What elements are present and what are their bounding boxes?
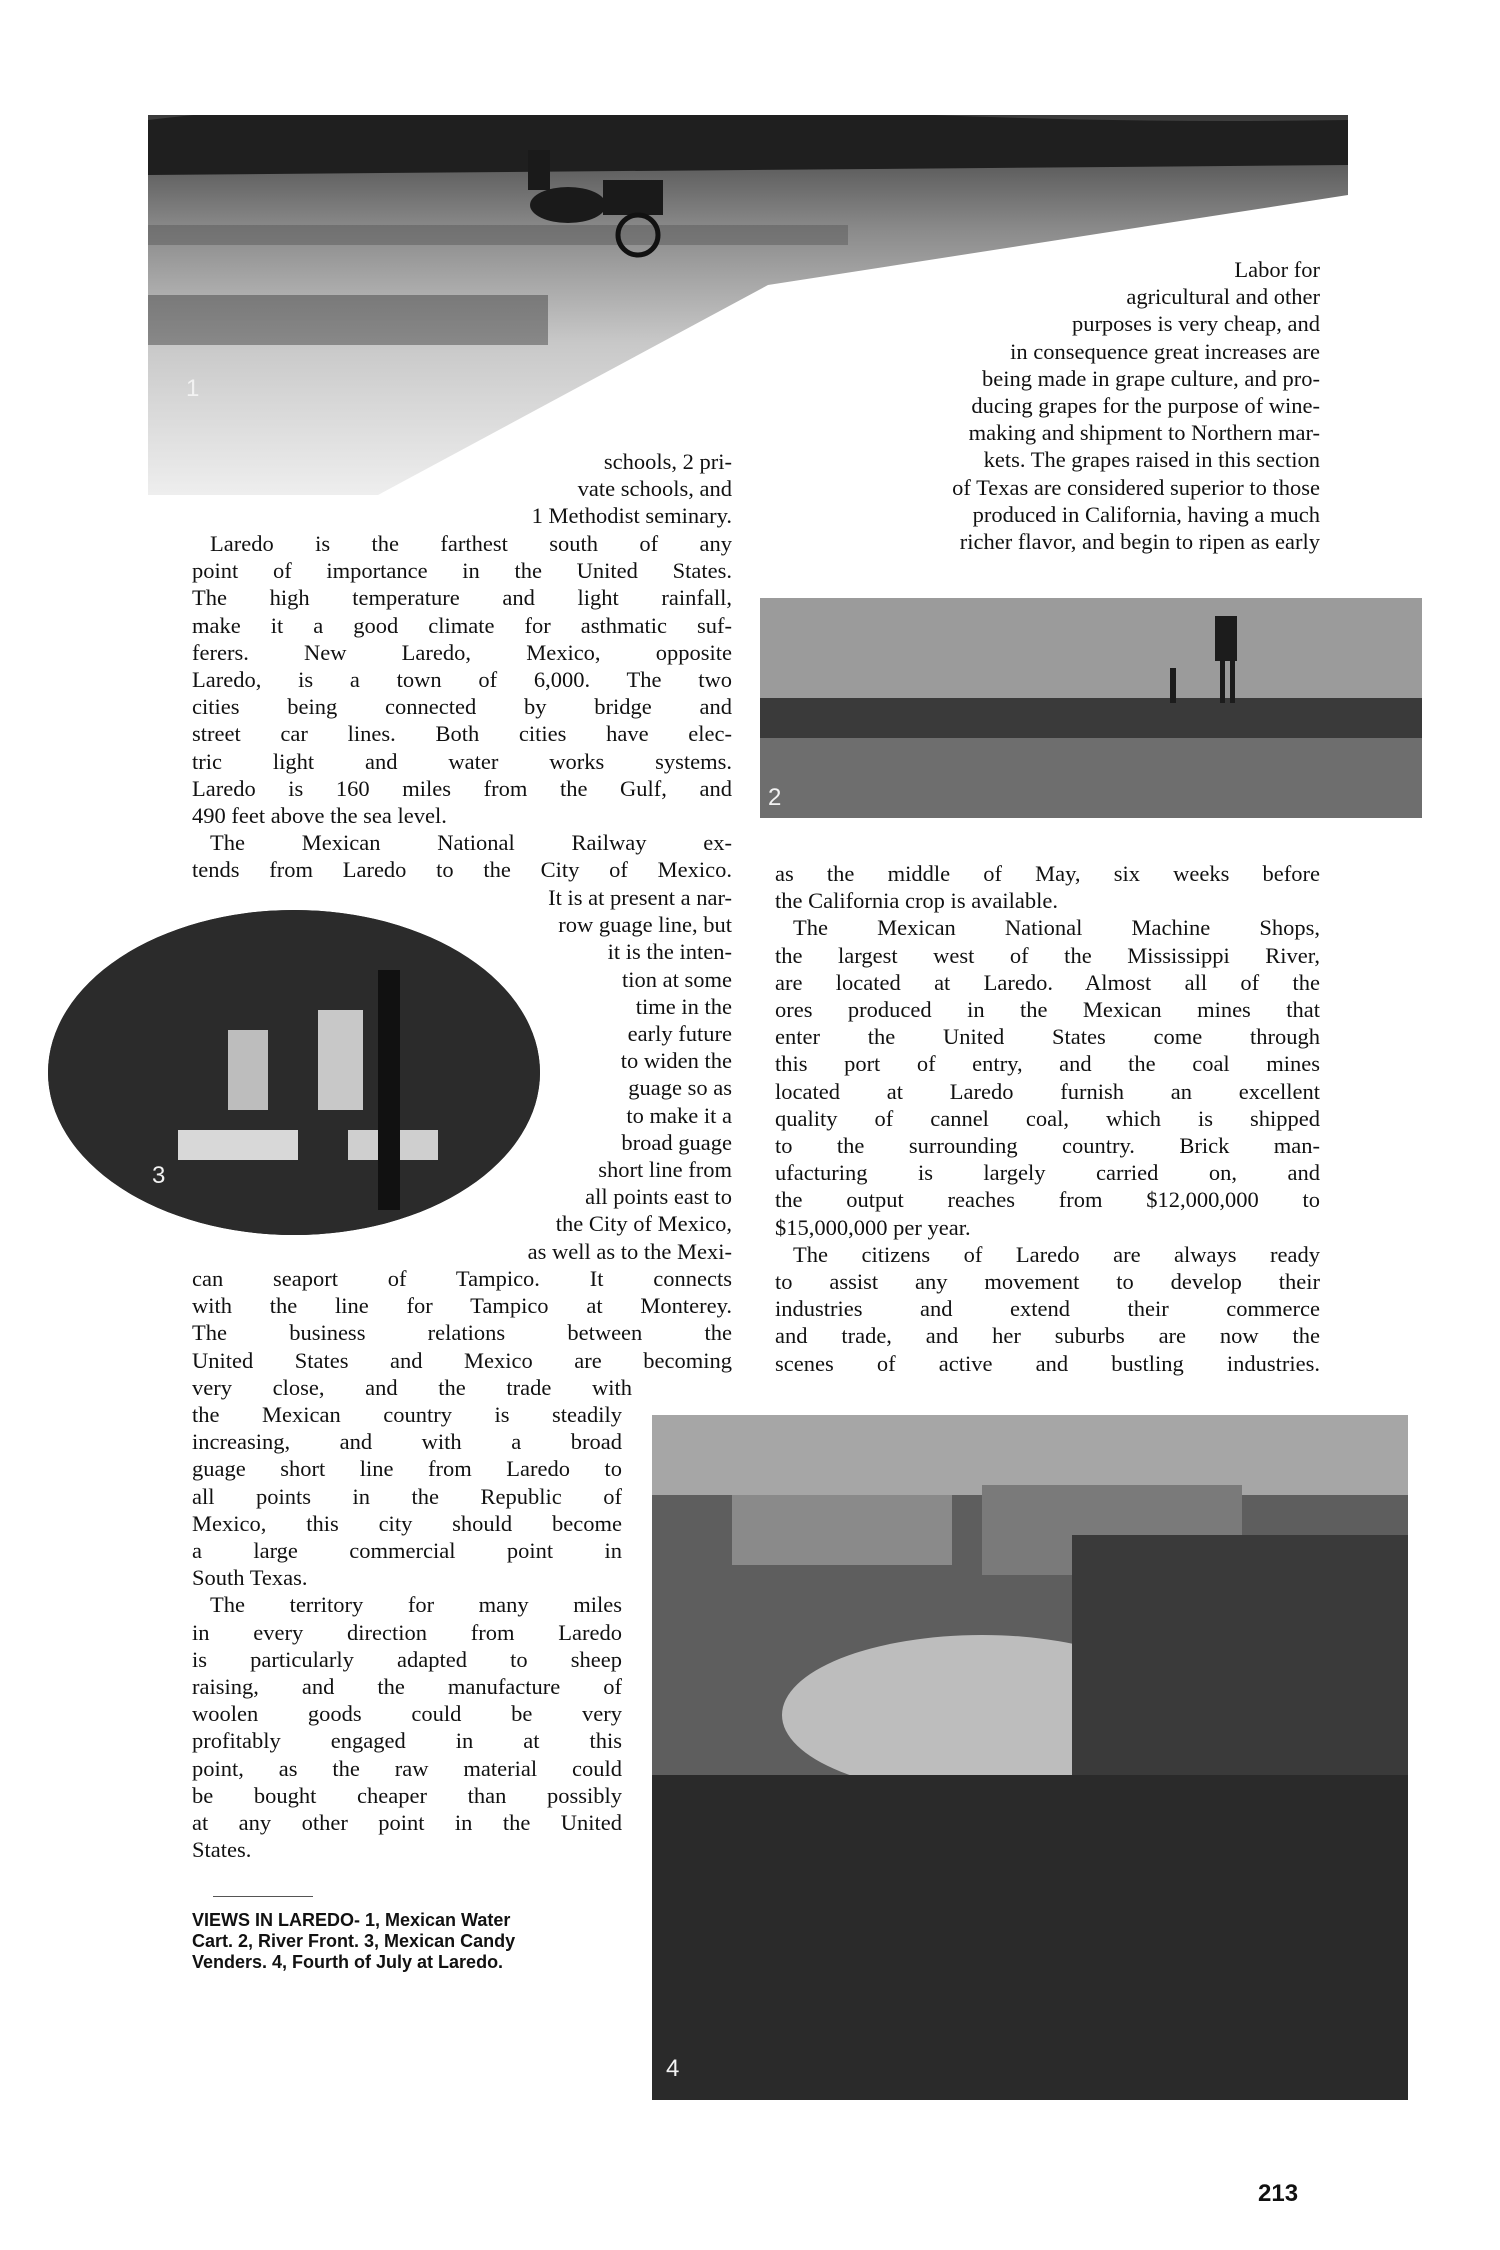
text-line: increasing, and with a broad [192,1429,622,1455]
text-line: broad guage [621,1129,732,1155]
text-line: $15,000,000 per year. [775,1214,971,1240]
text-line: raising, and the manufacture of [192,1674,622,1700]
text-labor-grapes [780,256,1320,555]
caption-line: Venders. 4, Fourth of July at Laredo. [192,1952,504,1972]
text-line: to make it a [626,1102,732,1128]
text-line: agricultural and other [1126,284,1320,310]
photo-fourth-of-july [652,1415,1408,2100]
text-line: The territory for many miles [210,1592,622,1618]
caption-line: Cart. 2, River Front. 3, Mexican Candy [192,1931,516,1951]
photo-number: 3 [152,1162,166,1189]
text-line: it is the inten- [607,939,732,965]
text-line: Mexico, this city should become [192,1510,622,1536]
text-line: scenes of active and bustling industries. [775,1350,1320,1376]
text-line: produced in California, having a much [972,501,1320,527]
text-line: The high temperature and light rainfall, [192,585,732,611]
text-line: The Mexican National Machine Shops, [793,915,1320,941]
text-line: a large commercial point in [192,1538,622,1564]
text-line: tric light and water works systems. [192,748,732,774]
caption-line: VIEWS IN LAREDO- 1, Mexican Water [192,1910,511,1930]
text-line: purposes is very cheap, and [1071,311,1320,337]
text-line: guage short line from Laredo to [192,1456,622,1482]
photo-number: 2 [768,784,782,811]
text-line: located at Laredo furnish an excellent [775,1078,1320,1104]
text-line: with the line for Tampico at Monterey. [192,1293,732,1319]
text-line: very close, and the trade with [192,1374,632,1400]
page-number: 213 [1258,2180,1299,2207]
text-line: at any other point in the United [192,1810,622,1836]
text-line: short line from [598,1157,732,1183]
text-line: Labor for [1234,257,1320,282]
photo-caption [192,1910,632,1973]
text-line: being made in grape culture, and pro- [982,365,1320,391]
text-line: ufacturing is largely carried on, and [775,1160,1320,1186]
text-line: the California crop is available. [775,888,1059,914]
text-line: tion at some [622,966,732,992]
text-line: ducing grapes for the purpose of wine- [971,393,1320,419]
text-line: row guage line, but [558,912,732,938]
text-tampico-sheep [192,1265,732,1863]
text-line: The citizens of Laredo are always ready [793,1241,1320,1267]
photo-number: 1 [186,375,200,402]
text-line: is particularly adapted to sheep [192,1646,622,1672]
text-line: to assist any movement to develop their [775,1269,1320,1295]
text-line: quality of cannel coal, which is shipped [775,1105,1320,1131]
text-line: Laredo, is a town of 6,000. The two [192,667,732,693]
text-line: of Texas are considered superior to those [952,474,1320,500]
text-line: The Mexican National Railway ex- [210,830,732,856]
text-line: the output reaches from $12,000,000 to [775,1187,1320,1213]
text-line: point, as the raw material could [192,1755,622,1781]
text-line: United States and Mexico are becoming [192,1347,732,1373]
text-line: all points in the Republic of [192,1483,622,1509]
text-line: schools, 2 pri- [603,449,732,474]
text-line: cities being connected by bridge and [192,694,732,720]
caption-rule [213,1896,313,1897]
text-line: ferers. New Laredo, Mexico, opposite [192,639,732,665]
text-line: the City of Mexico, [555,1211,732,1237]
text-line: vate schools, and [577,476,732,502]
text-line: woolen goods could be very [192,1701,622,1727]
text-line: make it a good climate for asthmatic suf- [192,612,732,638]
text-line: Laredo is 160 miles from the Gulf, and [192,775,732,801]
text-line: guage so as [628,1075,732,1101]
text-line: can seaport of Tampico. It connects [192,1266,732,1291]
text-line: 490 feet above the sea level. [192,803,447,829]
text-line: as the middle of May, six weeks before [775,861,1320,886]
text-line: the Mexican country is steadily [192,1402,622,1428]
text-line: street car lines. Both cities have elec- [192,721,732,747]
text-line: 1 Methodist seminary. [531,503,732,529]
text-line: point of importance in the United States. [192,558,732,584]
text-schools [330,448,732,530]
text-line: tends from Laredo to the City of Mexico. [192,857,732,883]
text-line: profitably engaged in at this [192,1728,622,1754]
text-line: enter the United States come through [775,1024,1320,1050]
text-line: in every direction from Laredo [192,1619,622,1645]
text-line: this port of entry, and the coal mines [775,1051,1320,1077]
text-railway-guage [400,884,732,1265]
text-line: States. [192,1837,252,1863]
text-line: The business relations between the [192,1320,732,1346]
text-line: richer flavor, and begin to ripen as early [959,529,1320,555]
text-machine-shops [775,860,1320,1377]
text-line: as well as to the Mexi- [527,1238,732,1264]
text-line: early future [627,1021,732,1047]
text-line: be bought cheaper than possibly [192,1782,622,1808]
text-line: to the surrounding country. Brick man- [775,1133,1320,1159]
text-line: to widen the [620,1048,732,1074]
text-line: ores produced in the Mexican mines that [775,997,1320,1023]
text-line: in consequence great increases are [1010,338,1320,364]
text-line: Laredo is the farthest south of any [210,531,732,556]
text-line: and trade, and her suburbs are now the [775,1323,1320,1349]
text-line: are located at Laredo. Almost all of the [775,969,1320,995]
text-line: time in the [635,993,732,1019]
photo-number: 4 [666,2055,680,2082]
text-line: all points east to [585,1184,732,1210]
photo-river-front [760,598,1422,818]
text-line: making and shipment to Northern mar- [968,420,1320,446]
text-line: It is at present a nar- [548,885,732,910]
text-laredo-facts [192,530,732,884]
text-line: industries and extend their commerce [775,1296,1320,1322]
text-line: the largest west of the Mississippi River, [775,942,1320,968]
text-line: South Texas. [192,1565,308,1591]
text-line: kets. The grapes raised in this section [983,447,1320,473]
